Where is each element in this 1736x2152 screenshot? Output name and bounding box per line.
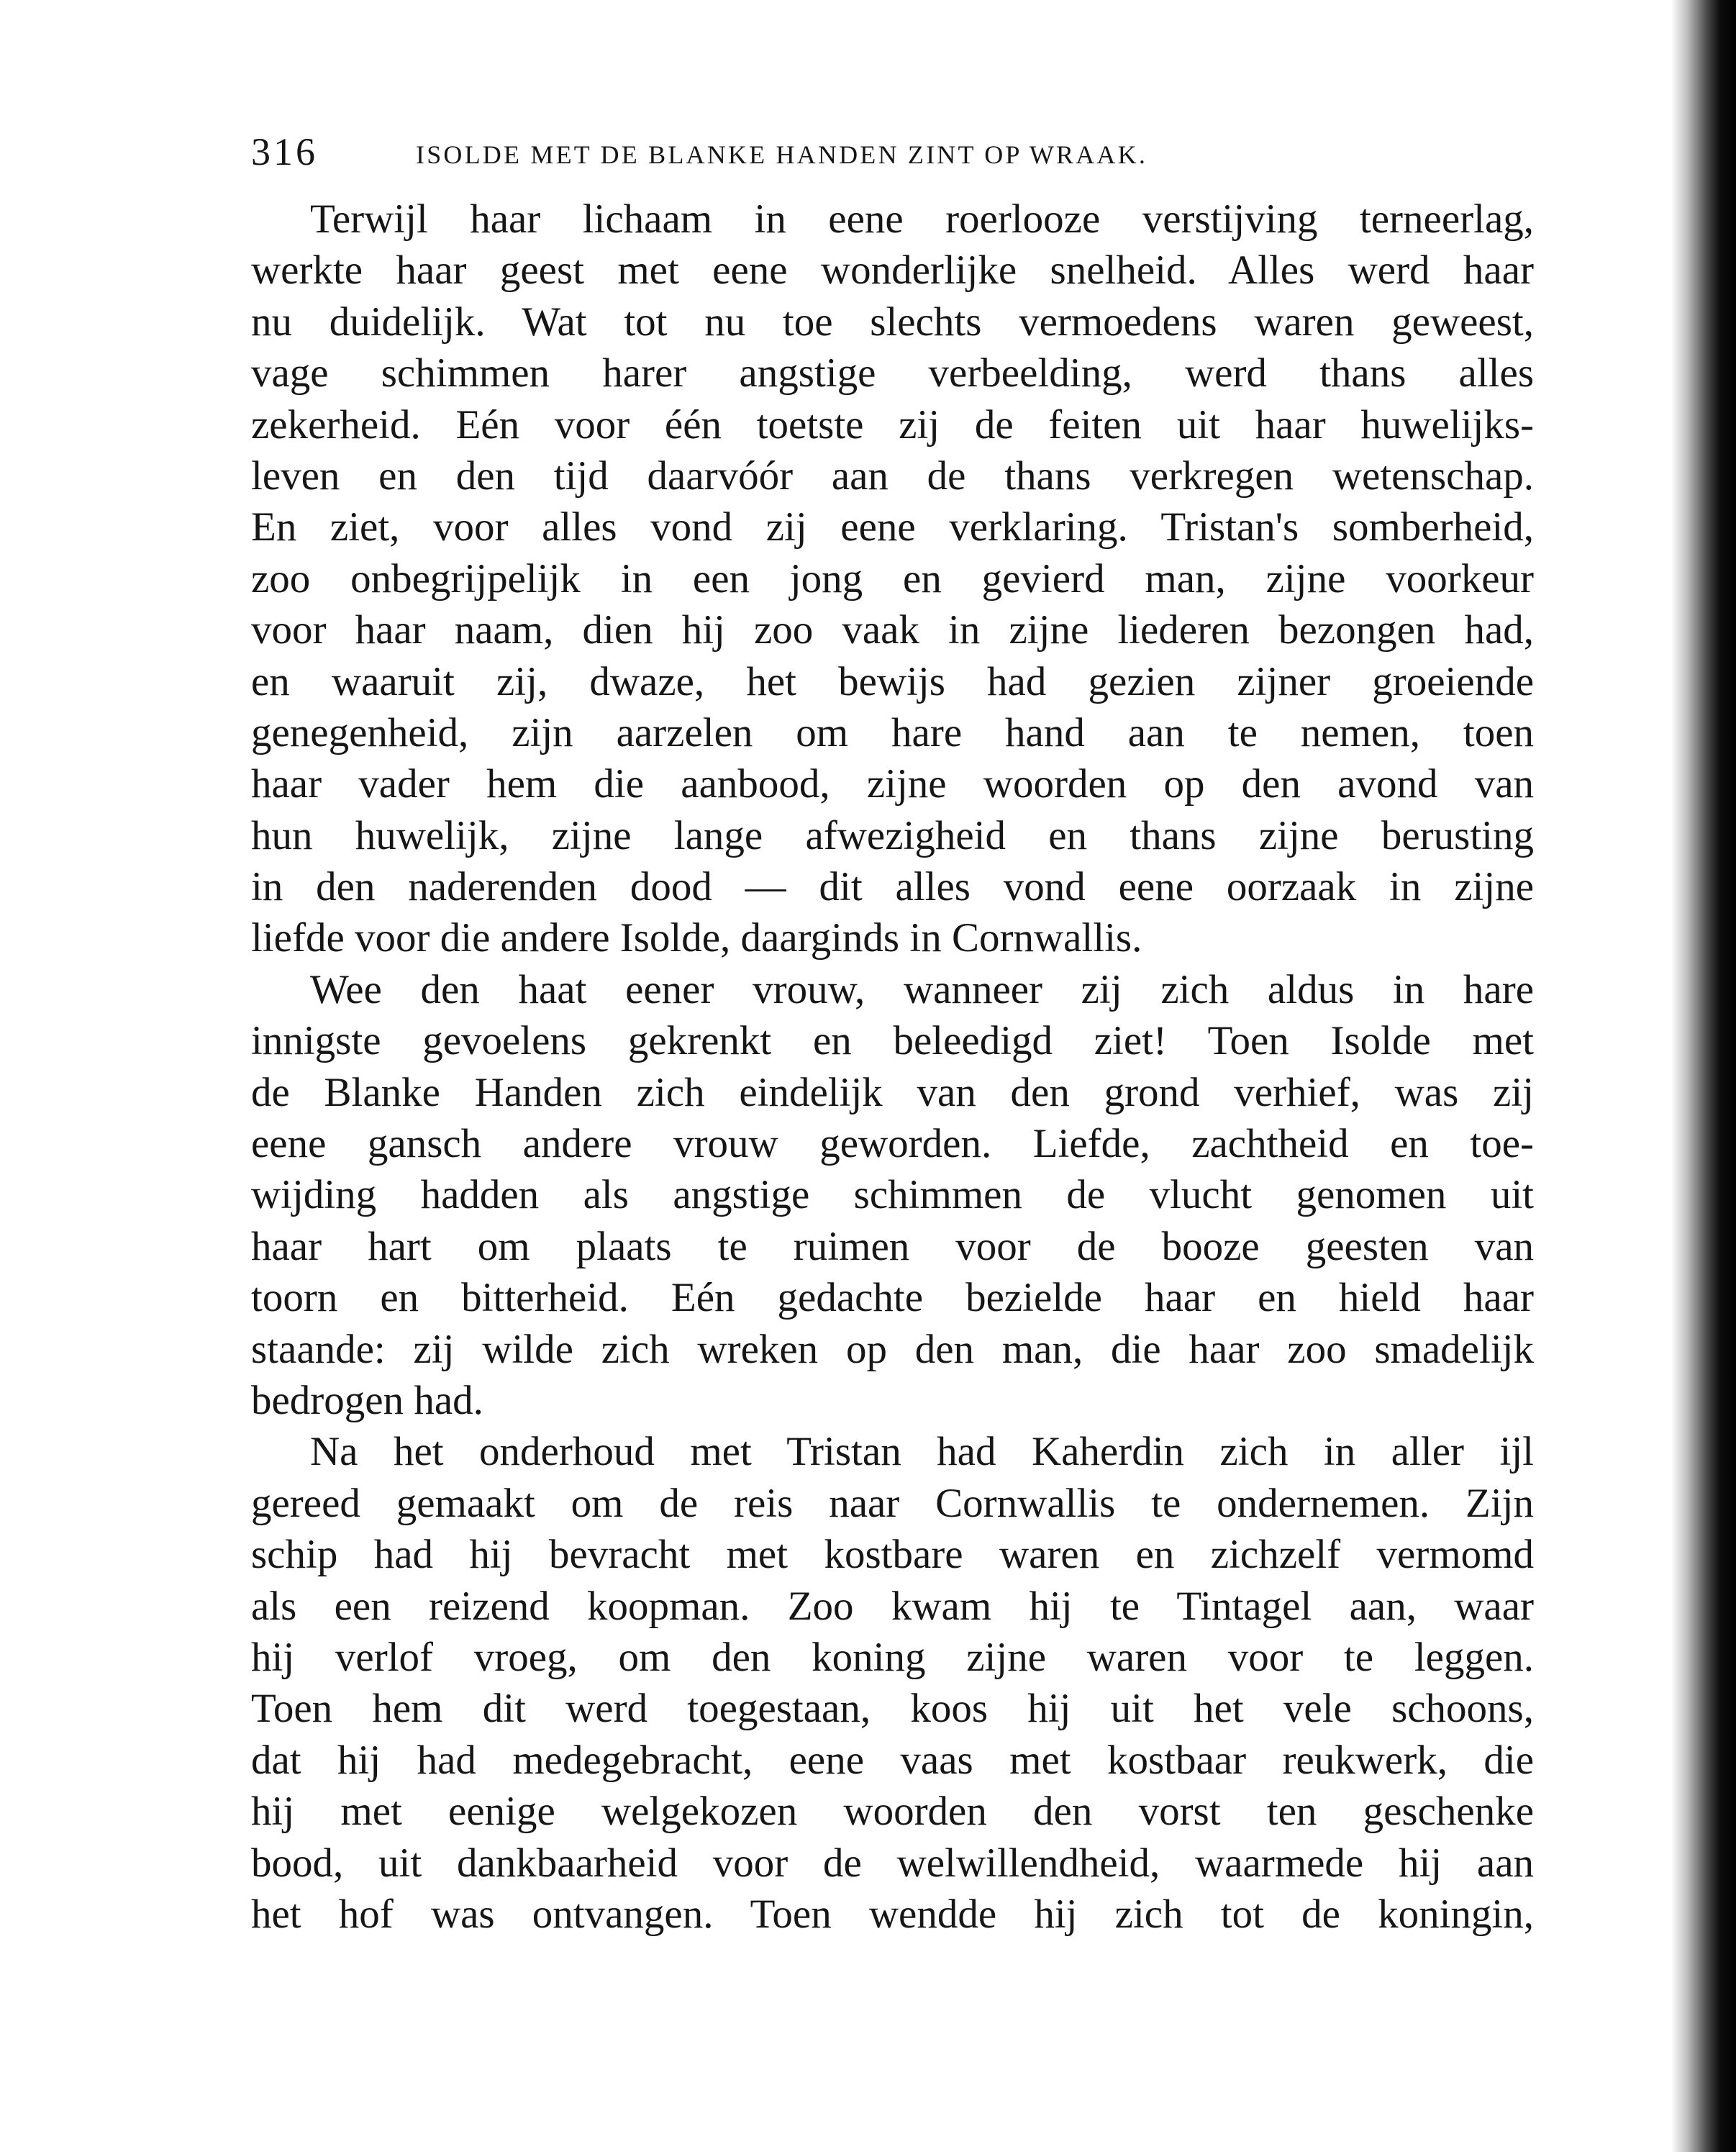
text-line: vage schimmen harer angstige verbeelding, werd thans alles (251, 350, 1534, 396)
body-text (251, 194, 1534, 1940)
text-line: haar hart om plaats te ruimen voor de booze geesten van (251, 1223, 1534, 1269)
text-line: genegenheid, zijn aarzelen om hare hand aan te nemen, toen (251, 709, 1534, 755)
text-line: gereed gemaakt om de reis naar Cornwallis te ondernemen. Zijn (251, 1480, 1534, 1526)
text-line: wijding hadden als angstige schimmen de vlucht genomen uit (251, 1172, 1534, 1218)
text-line: liefde voor die andere Isolde, daarginds in Cornwallis. (251, 915, 1142, 961)
text-line: bood, uit dankbaarheid voor de welwillendheid, waarmede hij aan (251, 1840, 1534, 1886)
text-line: Na het onderhoud met Tristan had Kaherdin zich in aller ijl (310, 1429, 1534, 1475)
text-line: eene gansch andere vrouw geworden. Liefde, zachtheid en toe- (251, 1121, 1534, 1167)
text-line: zoo onbegrijpelijk in een jong en gevierd man, zijne voorkeur (251, 555, 1534, 601)
text-line: hij verlof vroeg, om den koning zijne waren voor te leggen. (251, 1634, 1534, 1680)
text-line: haar vader hem die aanbood, zijne woorden op den avond van (251, 761, 1534, 807)
running-header (251, 130, 1359, 180)
text-line: en waaruit zij, dwaze, het bewijs had gezien zijner groeiende (251, 658, 1534, 704)
text-line: Toen hem dit werd toegestaan, koos hij uit het vele schoons, (251, 1686, 1534, 1732)
text-line: staande: zij wilde zich wreken op den man, die haar zoo smadelijk (251, 1326, 1534, 1372)
paragraph-2 (251, 964, 1534, 1427)
text-line: de Blanke Handen zich eindelijk van den grond verhief, was zij (251, 1069, 1534, 1115)
text-line: hij met eenige welgekozen woorden den vorst ten geschenke (251, 1789, 1534, 1835)
text-line: zekerheid. Eén voor één toetste zij de feiten uit haar huwelijks- (251, 401, 1534, 448)
paragraph-3 (251, 1426, 1534, 1940)
text-line: dat hij had medegebracht, eene vaas met kostbaar reukwerk, die (251, 1737, 1534, 1783)
text-line: bedrogen had. (251, 1377, 483, 1423)
text-line: voor haar naam, dien hij zoo vaak in zijne liederen bezongen had, (251, 607, 1534, 653)
text-line: als een reizend koopman. Zoo kwam hij te Tintagel aan, waar (251, 1583, 1534, 1629)
text-line: innigste gevoelens gekrenkt en beleedigd ziet! Toen Isolde met (251, 1018, 1534, 1064)
paragraph-1 (251, 194, 1534, 964)
text-line: werkte haar geest met eene wonderlijke snelheid. Alles werd haar (251, 248, 1534, 294)
text-line: het hof was ontvangen. Toen wendde hij zich tot de koningin, (251, 1891, 1534, 1937)
text-line: in den naderenden dood — dit alles vond eene oorzaak in zijne (251, 864, 1534, 910)
page-number: 316 (251, 130, 318, 173)
text-line: nu duidelijk. Wat tot nu toe slechts vermoedens waren geweest, (251, 299, 1534, 345)
text-line: leven en den tijd daarvóór aan de thans verkregen wetenschap. (251, 453, 1534, 499)
running-title: ISOLDE MET DE BLANKE HANDEN ZINT OP WRAAK. (416, 140, 1148, 169)
scan-page-edge-shadow (1671, 0, 1736, 2152)
text-line: toorn en bitterheid. Eén gedachte bezielde haar en hield haar (251, 1275, 1534, 1321)
text-line: Terwijl haar lichaam in eene roerlooze verstijving terneerlag, (310, 196, 1534, 242)
text-line: Wee den haat eener vrouw, wanneer zij zich aldus in hare (310, 966, 1534, 1012)
text-line: hun huwelijk, zijne lange afwezigheid en thans zijne berusting (251, 812, 1534, 858)
text-line: En ziet, voor alles vond zij eene verklaring. Tristan's somberheid, (251, 504, 1534, 550)
text-line: schip had hij bevracht met kostbare waren en zichzelf vermomd (251, 1532, 1534, 1578)
